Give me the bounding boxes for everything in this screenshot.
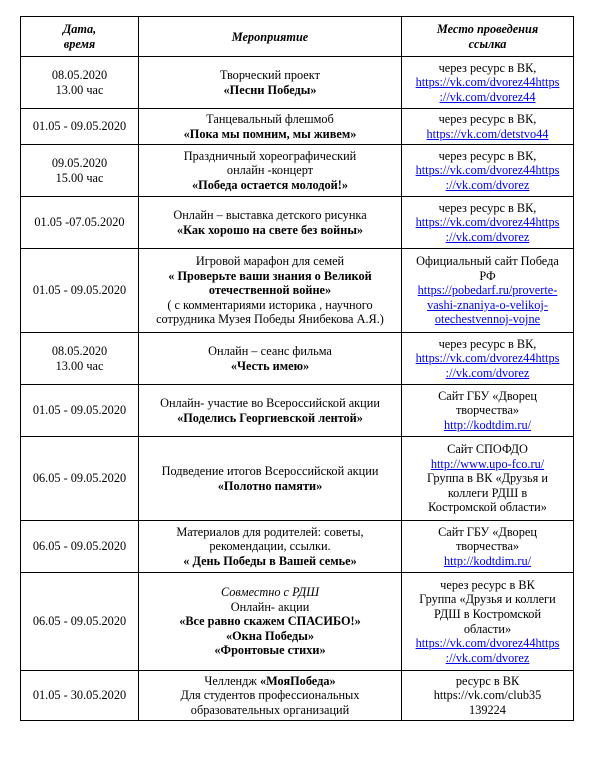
event-title: «Как хорошо на свете без войны» [176, 222, 364, 237]
event-cell [139, 385, 402, 437]
place-link[interactable]: https://vk.com/dvorez44https [415, 351, 560, 366]
event-cell [139, 573, 402, 671]
event-text: образовательных организаций [190, 702, 350, 717]
date-cell [21, 249, 139, 333]
place-text: Сайт ГБУ «Дворец [438, 388, 537, 403]
table-row [21, 145, 574, 197]
header-date [21, 17, 139, 57]
date-cell [21, 333, 139, 385]
place-link[interactable]: https://vk.com/dvorez44https [415, 75, 560, 90]
event-text: сотрудника Музея Победы Янибекова А.Я.) [156, 312, 384, 327]
table-row [21, 437, 574, 521]
date-cell [21, 145, 139, 197]
place-text: Сайт СПОФДО [447, 442, 528, 457]
event-text: онлайн -концерт [226, 163, 314, 178]
place-text: через ресурс в ВК, [438, 111, 537, 126]
event-title: « Проверьте ваши знания о Великой [168, 268, 372, 283]
event-text: Онлайн- участие во Всероссийской акции [160, 395, 380, 410]
event-text: Материалов для родителей: советы, [176, 524, 364, 539]
date-cell [21, 57, 139, 109]
place-cell [402, 437, 574, 521]
place-cell [402, 145, 574, 197]
header-event [139, 17, 402, 57]
place-text: через ресурс в ВК, [438, 200, 537, 215]
table-row [21, 249, 574, 333]
event-title: отечественной войне» [208, 283, 332, 298]
place-link[interactable]: http://www.upo-fco.ru/ [430, 456, 545, 471]
place-link[interactable]: otechestvennoj-vojne [434, 312, 541, 327]
table-row [21, 109, 574, 145]
place-text: 139224 [469, 702, 506, 717]
header-place [402, 17, 574, 57]
event-text: Онлайн – сеанс фильма [208, 343, 332, 358]
header-row [21, 17, 574, 57]
place-text: Сайт ГБУ «Дворец [438, 524, 537, 539]
table-row [21, 385, 574, 437]
date-text: 08.05.2020 [51, 343, 108, 358]
event-text: ( с комментариями историка , научного [167, 297, 373, 312]
place-cell [402, 57, 574, 109]
date-text: 01.05 -07.05.2020 [34, 215, 125, 230]
event-title: « День Победы в Вашей семье» [183, 553, 357, 568]
header-place-line: ссылка [468, 37, 507, 51]
date-text: 13.00 час [55, 358, 104, 373]
place-link[interactable]: https://vk.com/dvorez44https [415, 215, 560, 230]
events-table [20, 16, 574, 721]
place-link[interactable]: ://vk.com/dvorez [445, 365, 530, 380]
place-cell [402, 573, 574, 671]
place-cell [402, 385, 574, 437]
place-text: Группа «Друзья и коллеги [419, 592, 556, 607]
event-cell [139, 57, 402, 109]
place-cell [402, 521, 574, 573]
event-text: рекомендации, ссылки. [209, 539, 331, 554]
date-text: 01.05 - 09.05.2020 [32, 403, 127, 418]
event-note: Совместно с РДШ [220, 585, 320, 600]
event-text: Подведение итогов Всероссийской акции [161, 463, 379, 478]
event-text: Творческий проект [220, 67, 320, 82]
header-date-line: время [63, 37, 96, 51]
place-cell [402, 197, 574, 249]
place-link[interactable]: ://vk.com/dvorez [445, 650, 530, 665]
event-title: «Пока мы помним, мы живем» [183, 126, 357, 141]
place-text: Официальный сайт Победа [416, 254, 559, 269]
date-text: 06.05 - 09.05.2020 [32, 539, 127, 554]
table-row [21, 671, 574, 721]
event-cell [139, 521, 402, 573]
date-text: 01.05 - 09.05.2020 [32, 283, 127, 298]
date-text: 06.05 - 09.05.2020 [32, 471, 127, 486]
date-cell [21, 573, 139, 671]
place-link[interactable]: vashi-znaniya-o-velikoj- [427, 297, 548, 312]
place-link[interactable]: https://vk.com/dvorez44https [415, 163, 560, 178]
event-cell [139, 249, 402, 333]
event-title: «Честь имею» [230, 358, 310, 373]
place-cell [402, 333, 574, 385]
date-cell [21, 109, 139, 145]
event-title: «Все равно скажем СПАСИБО!» [179, 614, 361, 629]
table-row [21, 521, 574, 573]
table-row [21, 333, 574, 385]
event-text: Танцевальный флешмоб [206, 111, 334, 126]
event-cell [139, 333, 402, 385]
date-text: 08.05.2020 [51, 67, 108, 82]
place-link[interactable]: ://vk.com/dvorez44 [439, 89, 536, 104]
place-text: через ресурс в ВК, [438, 60, 537, 75]
place-link[interactable]: https://vk.com/detstvo44 [426, 126, 549, 141]
place-link[interactable]: http://kodtdim.ru/ [443, 417, 532, 432]
header-place-line: Место проведения [436, 22, 539, 37]
event-text: Онлайн – выставка детского рисунка [173, 207, 367, 222]
place-text: ресурс в ВК [455, 673, 520, 688]
date-cell [21, 197, 139, 249]
event-text: Игровой марафон для семей [195, 254, 345, 269]
table-row [21, 573, 574, 671]
place-text: РФ [479, 268, 496, 283]
event-cell [139, 671, 402, 721]
place-link[interactable]: https://pobedarf.ru/proverte- [417, 283, 558, 298]
date-text: 09.05.2020 [51, 155, 108, 170]
date-cell [21, 521, 139, 573]
date-text: 01.05 - 09.05.2020 [32, 119, 127, 134]
event-text: Челлендж «МояПобеда» [204, 673, 336, 688]
date-cell [21, 437, 139, 521]
event-title: «Победа остается молодой!» [192, 177, 348, 192]
place-text: Группа в ВК «Друзья и [427, 471, 548, 486]
event-text: Праздничный хореографический [183, 148, 357, 163]
date-text: 13.00 час [55, 82, 104, 97]
event-title: «Окна Победы» [225, 628, 315, 643]
event-cell [139, 197, 402, 249]
table-row [21, 197, 574, 249]
date-text: 06.05 - 09.05.2020 [32, 614, 127, 629]
place-text: Костромской области» [428, 500, 547, 515]
place-cell [402, 109, 574, 145]
event-text: Для студентов профессиональных [180, 688, 360, 703]
place-text: области» [463, 621, 512, 636]
place-cell [402, 671, 574, 721]
place-link[interactable]: http://kodtdim.ru/ [443, 553, 532, 568]
header-date-line: Дата, [62, 22, 97, 37]
event-cell [139, 109, 402, 145]
place-text: через ресурс в ВК, [438, 148, 537, 163]
place-cell [402, 249, 574, 333]
place-link[interactable]: ://vk.com/dvorez [445, 177, 530, 192]
date-cell [21, 671, 139, 721]
place-link[interactable]: https://vk.com/dvorez44https [415, 636, 560, 651]
place-text: через ресурс в ВК [440, 577, 535, 592]
place-text: РДШ в Костромской [433, 606, 542, 621]
event-cell [139, 437, 402, 521]
event-title: «Фронтовые стихи» [214, 643, 326, 658]
date-cell [21, 385, 139, 437]
place-text: коллеги РДШ в [447, 485, 528, 500]
header-event-label: Мероприятие [231, 29, 309, 44]
place-text: творчества» [455, 539, 520, 554]
event-text: Онлайн- акции [230, 599, 310, 614]
event-cell [139, 145, 402, 197]
place-text: через ресурс в ВК, [438, 336, 537, 351]
date-text: 15.00 час [55, 170, 104, 185]
place-text: https://vk.com/club35 [433, 688, 542, 703]
event-title: «Поделись Георгиевской лентой» [177, 410, 363, 425]
place-link[interactable]: ://vk.com/dvorez [445, 229, 530, 244]
event-title: «Песни Победы» [223, 82, 317, 97]
event-title: «Полотно памяти» [217, 478, 323, 493]
place-text: творчества» [455, 403, 520, 418]
date-text: 01.05 - 30.05.2020 [32, 688, 127, 703]
table-row [21, 57, 574, 109]
